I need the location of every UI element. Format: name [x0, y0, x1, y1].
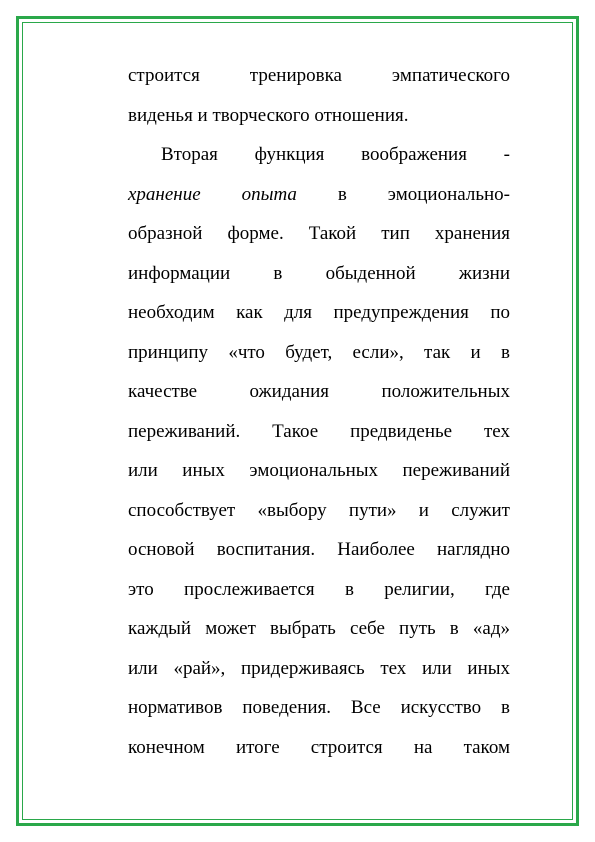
text-line: информации в обыденной жизни [128, 262, 510, 284]
text-line [128, 175, 510, 215]
italic-term: хранение опыта [128, 183, 297, 205]
text-line: строится тренировка эмпатического [128, 65, 510, 86]
text-segment: в эмоционально- [296, 183, 510, 205]
text-line: виденья и творческого отношения. [128, 104, 409, 126]
paragraph-start-line: Вторая функция воображения - [161, 144, 510, 165]
text-line: это прослеживается в религии, где [128, 578, 510, 600]
text-line: или «рай», придерживаясь тех или иных [128, 657, 510, 679]
text-line: нормативов поведения. Все искусство в [128, 697, 510, 718]
text-line: качестве ожидания положительных [128, 381, 510, 402]
document-text [128, 56, 510, 767]
text-line: или иных эмоциональных переживаний [128, 460, 510, 481]
text-line: переживаний. Такое предвиденье тех [128, 420, 510, 442]
text-line: принципу «что будет, если», так и в [128, 341, 510, 363]
text-line: основой воспитания. Наиболее наглядно [128, 539, 510, 560]
text-line: необходим как для предупреждения по [128, 302, 510, 323]
text-line: каждый может выбрать себе путь в «ад» [128, 618, 510, 639]
text-line: способствует «выбору пути» и служит [128, 499, 510, 521]
text-line: образной форме. Такой тип хранения [128, 223, 510, 244]
text-line: конечном итоге строится на таком [128, 736, 510, 758]
